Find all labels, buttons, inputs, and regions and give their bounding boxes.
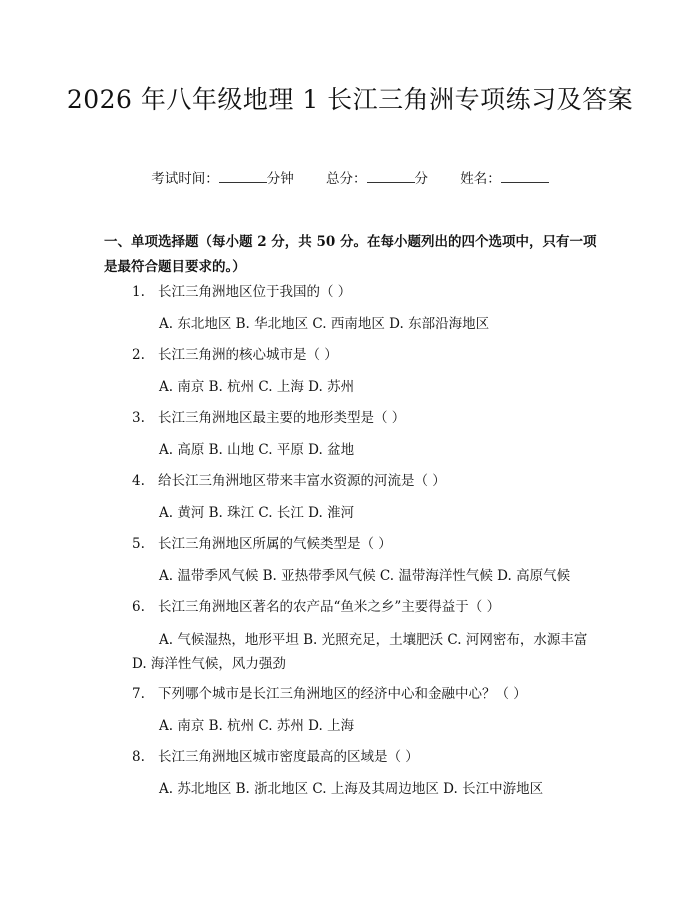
question-text: 长江三角洲地区最主要的地形类型是（ ） xyxy=(158,410,406,426)
exam-time xyxy=(151,171,298,187)
time-blank xyxy=(219,170,267,183)
question-number: 7. xyxy=(132,686,145,702)
question xyxy=(132,282,351,302)
question-text: 下列哪个城市是长江三角洲地区的经济中心和金融中心？（ ） xyxy=(158,686,527,702)
exam-name xyxy=(460,171,549,187)
question-text: 长江三角洲地区位于我国的（ ） xyxy=(158,284,352,300)
question-options: A. 气候湿热，地形平坦 B. 光照充足，土壤肥沃 C. 河网密布，水源丰富 D. 海洋性气候，风力强劲 xyxy=(132,632,588,672)
question xyxy=(132,684,527,704)
question-number: 1. xyxy=(132,284,145,300)
question-text: 长江三角洲的核心城市是（ ） xyxy=(158,347,338,363)
exam-score xyxy=(326,171,432,187)
question-options: A. 黄河 B. 珠江 C. 长江 D. 淮河 xyxy=(159,505,355,521)
document-title: 2026 年八年级地理 1 长江三角洲专项练习及答案 xyxy=(66,85,634,114)
question-options: A. 东北地区 B. 华北地区 C. 西南地区 D. 东部沿海地区 xyxy=(159,316,490,332)
question-number: 4. xyxy=(132,473,145,489)
question xyxy=(132,345,338,365)
question-text: 长江三角洲地区著名的农产品“鱼米之乡”主要得益于（ ） xyxy=(158,599,501,615)
question-options: A. 温带季风气候 B. 亚热带季风气候 C. 温带海洋性气候 D. 高原气候 xyxy=(159,568,571,584)
section-heading: 一、单项选择题（每小题 2 分，共 50 分。在每小题列出的四个选项中，只有一项是最符合题目要求的。） xyxy=(104,234,597,275)
score-label: 总分： xyxy=(326,171,367,187)
question-options: A. 南京 B. 杭州 C. 苏州 D. 上海 xyxy=(159,718,355,734)
question-options: A. 高原 B. 山地 C. 平原 D. 盆地 xyxy=(159,442,355,458)
question-number: 6. xyxy=(132,599,145,615)
name-blank xyxy=(501,170,549,183)
question-options: A. 南京 B. 杭州 C. 上海 D. 苏州 xyxy=(159,379,355,395)
name-label: 姓名： xyxy=(460,171,501,187)
exam-meta xyxy=(0,167,700,187)
question-text: 长江三角洲地区所属的气候类型是（ ） xyxy=(158,536,392,552)
score-unit: 分 xyxy=(414,171,428,187)
question-number: 8. xyxy=(132,749,145,765)
time-unit: 分钟 xyxy=(266,171,294,187)
question xyxy=(132,597,500,617)
question-text: 长江三角洲地区城市密度最高的区域是（ ） xyxy=(158,749,419,765)
question-text: 给长江三角洲地区带来丰富水资源的河流是（ ） xyxy=(158,473,446,489)
question-number: 2. xyxy=(132,347,145,363)
question-number: 5. xyxy=(132,536,145,552)
question-options: A. 苏北地区 B. 浙北地区 C. 上海及其周边地区 D. 长江中游地区 xyxy=(159,781,544,797)
question xyxy=(132,471,446,491)
question-number: 3. xyxy=(132,410,145,426)
question xyxy=(132,534,392,554)
score-blank xyxy=(367,170,415,183)
question xyxy=(132,747,419,767)
time-label: 考试时间： xyxy=(151,171,219,187)
question xyxy=(132,408,405,428)
